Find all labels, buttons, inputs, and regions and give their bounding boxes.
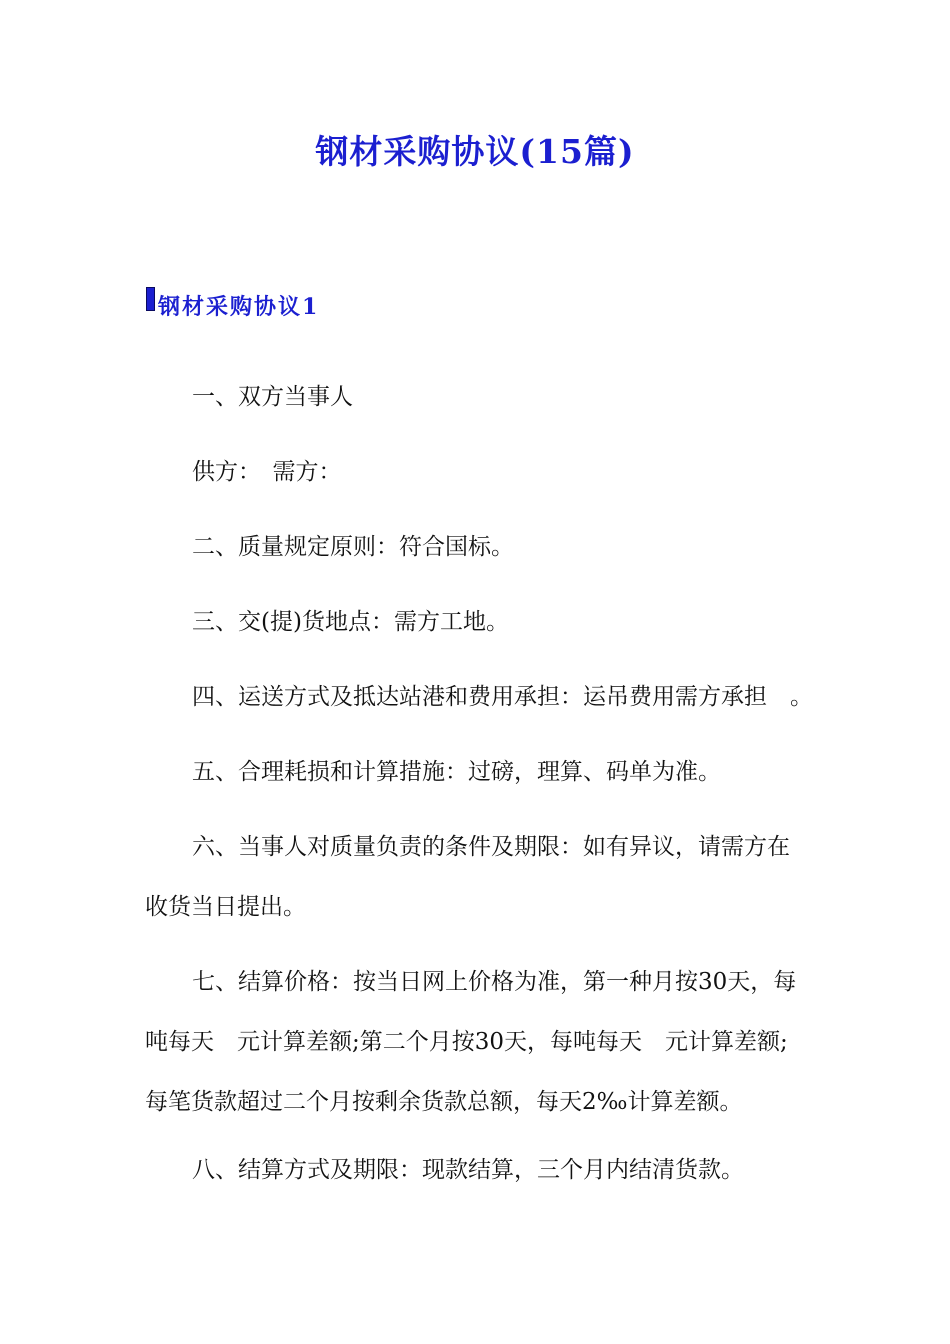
paragraph-parties [145, 375, 809, 420]
paragraph-line: 供方： 需方： [192, 459, 342, 485]
paragraph-line: 六、当事人对质量负责的条件及期限：如有异议，请需方在 [192, 834, 790, 860]
paragraph-line: 五、合理耗损和计算措施：过磅，理算、码单为准。 [192, 759, 721, 785]
document-title: 钢材采购协议(15篇) [315, 132, 635, 171]
paragraph-line: 四、运送方式及抵达站港和费用承担：运吊费用需方承担 。 [192, 684, 813, 710]
section-heading [146, 287, 319, 327]
paragraph-loss-calculation [145, 750, 809, 795]
paragraph-line: 二、质量规定原则：符合国标。 [192, 534, 514, 560]
paragraph-line: 三、交(提)货地点：需方工地。 [192, 609, 509, 635]
paragraph-quality [145, 525, 809, 570]
paragraph-supplier-buyer [145, 450, 809, 495]
paragraph-quality-liability [145, 825, 809, 930]
paragraph-delivery-location [145, 600, 809, 645]
paragraph-settlement-method [145, 1148, 809, 1193]
paragraph-line: 七、结算价格：按当日网上价格为准，第一种月按30天，每 [192, 969, 797, 995]
paragraph-line: 八、结算方式及期限：现款结算，三个月内结清货款。 [192, 1157, 744, 1183]
bookmark-marker-icon [146, 287, 155, 311]
paragraph-transport [145, 675, 813, 720]
paragraph-settlement-price [145, 960, 809, 1125]
paragraph-line: 吨每天 元计算差额;第二个月按30天，每吨每天 元计算差额; [145, 1029, 788, 1055]
section-heading-text: 钢材采购协议1 [158, 294, 320, 320]
paragraph-line: 一、双方当事人 [192, 384, 353, 410]
paragraph-line: 收货当日提出。 [145, 894, 306, 920]
paragraph-line: 每笔货款超过二个月按剩余货款总额，每天2‰计算差额。 [145, 1089, 743, 1115]
